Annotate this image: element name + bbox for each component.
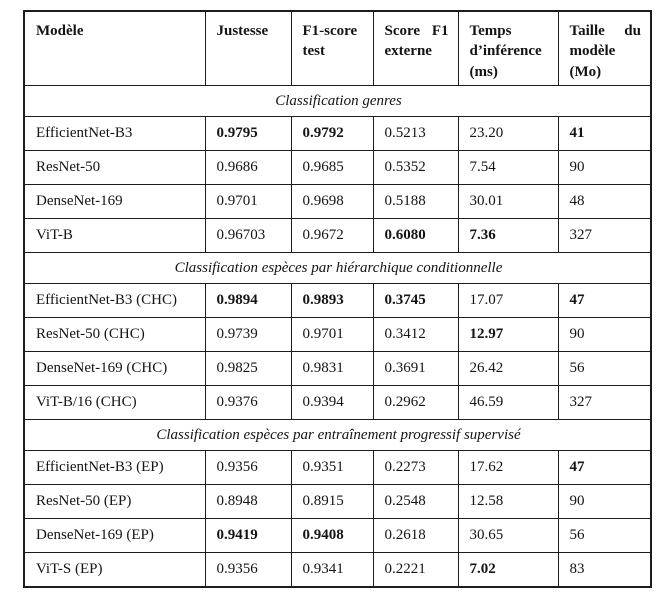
- cell-taille-modele: 83: [558, 553, 651, 588]
- cell-model: DenseNet-169 (EP): [24, 519, 205, 553]
- cell-f1-score-test: 0.9341: [291, 553, 373, 588]
- cell-taille-modele: 56: [558, 519, 651, 553]
- table-row: [24, 553, 651, 588]
- cell-temps-inference: 26.42: [458, 352, 558, 386]
- cell-justesse: 0.9825: [205, 352, 291, 386]
- cell-temps-inference: 30.65: [458, 519, 558, 553]
- header-modele: Modèle: [24, 11, 205, 86]
- cell-model: DenseNet-169: [24, 185, 205, 219]
- cell-temps-inference: 30.01: [458, 185, 558, 219]
- cell-score-f1-externe: 0.2962: [373, 386, 458, 420]
- cell-score-f1-externe: 0.5213: [373, 117, 458, 151]
- cell-justesse: 0.9686: [205, 151, 291, 185]
- table-row: [24, 352, 651, 386]
- cell-temps-inference: 7.54: [458, 151, 558, 185]
- cell-justesse: 0.9701: [205, 185, 291, 219]
- cell-f1-score-test: 0.9701: [291, 318, 373, 352]
- table-row: [24, 185, 651, 219]
- cell-f1-score-test: 0.8915: [291, 485, 373, 519]
- cell-justesse: 0.9739: [205, 318, 291, 352]
- cell-model: EfficientNet-B3: [24, 117, 205, 151]
- cell-taille-modele: 56: [558, 352, 651, 386]
- cell-taille-modele: 47: [558, 284, 651, 318]
- cell-justesse: 0.9894: [205, 284, 291, 318]
- cell-temps-inference: 17.62: [458, 451, 558, 485]
- cell-score-f1-externe: 0.2618: [373, 519, 458, 553]
- cell-f1-score-test: 0.9685: [291, 151, 373, 185]
- section-title-row: [24, 86, 651, 117]
- cell-model: ViT-B: [24, 219, 205, 253]
- table-row: [24, 151, 651, 185]
- cell-f1-score-test: 0.9893: [291, 284, 373, 318]
- cell-model: ResNet-50: [24, 151, 205, 185]
- cell-score-f1-externe: 0.2273: [373, 451, 458, 485]
- cell-taille-modele: 90: [558, 318, 651, 352]
- cell-temps-inference: 17.07: [458, 284, 558, 318]
- header-row: [24, 11, 651, 86]
- header-score-f1-externe: Score F1 externe: [373, 11, 458, 86]
- cell-justesse: 0.9356: [205, 553, 291, 588]
- table-row: [24, 284, 651, 318]
- table-row: [24, 451, 651, 485]
- cell-taille-modele: 41: [558, 117, 651, 151]
- cell-model: EfficientNet-B3 (EP): [24, 451, 205, 485]
- section-title-row: [24, 420, 651, 451]
- cell-taille-modele: 90: [558, 151, 651, 185]
- cell-justesse: 0.96703: [205, 219, 291, 253]
- table-row: [24, 117, 651, 151]
- cell-justesse: 0.9795: [205, 117, 291, 151]
- cell-temps-inference: 7.02: [458, 553, 558, 588]
- cell-justesse: 0.8948: [205, 485, 291, 519]
- cell-score-f1-externe: 0.3412: [373, 318, 458, 352]
- header-f1-score-test: F1-score test: [291, 11, 373, 86]
- cell-model: ResNet-50 (CHC): [24, 318, 205, 352]
- cell-temps-inference: 12.97: [458, 318, 558, 352]
- cell-score-f1-externe: 0.2548: [373, 485, 458, 519]
- cell-model: DenseNet-169 (CHC): [24, 352, 205, 386]
- cell-f1-score-test: 0.9351: [291, 451, 373, 485]
- cell-justesse: 0.9419: [205, 519, 291, 553]
- cell-taille-modele: 327: [558, 219, 651, 253]
- cell-justesse: 0.9356: [205, 451, 291, 485]
- cell-temps-inference: 46.59: [458, 386, 558, 420]
- cell-model: ResNet-50 (EP): [24, 485, 205, 519]
- results-table: [23, 10, 652, 588]
- cell-score-f1-externe: 0.3691: [373, 352, 458, 386]
- table-row: [24, 519, 651, 553]
- cell-temps-inference: 7.36: [458, 219, 558, 253]
- cell-f1-score-test: 0.9831: [291, 352, 373, 386]
- table-row: [24, 485, 651, 519]
- section-title-row: [24, 253, 651, 284]
- cell-temps-inference: 12.58: [458, 485, 558, 519]
- cell-model: ViT-S (EP): [24, 553, 205, 588]
- cell-f1-score-test: 0.9672: [291, 219, 373, 253]
- section-title: Classification espèces par hiérarchique conditionnelle: [24, 253, 651, 284]
- cell-taille-modele: 47: [558, 451, 651, 485]
- cell-score-f1-externe: 0.6080: [373, 219, 458, 253]
- cell-taille-modele: 90: [558, 485, 651, 519]
- cell-taille-modele: 327: [558, 386, 651, 420]
- table-row: [24, 219, 651, 253]
- section-title: Classification genres: [24, 86, 651, 117]
- cell-model: EfficientNet-B3 (CHC): [24, 284, 205, 318]
- section-title: Classification espèces par entraînement progressif supervisé: [24, 420, 651, 451]
- cell-f1-score-test: 0.9408: [291, 519, 373, 553]
- table-body: [24, 86, 651, 588]
- cell-temps-inference: 23.20: [458, 117, 558, 151]
- cell-f1-score-test: 0.9698: [291, 185, 373, 219]
- cell-score-f1-externe: 0.5188: [373, 185, 458, 219]
- table-row: [24, 386, 651, 420]
- cell-score-f1-externe: 0.5352: [373, 151, 458, 185]
- header-temps-inference: Temps d’inférence (ms): [458, 11, 558, 86]
- cell-justesse: 0.9376: [205, 386, 291, 420]
- cell-model: ViT-B/16 (CHC): [24, 386, 205, 420]
- cell-f1-score-test: 0.9394: [291, 386, 373, 420]
- cell-f1-score-test: 0.9792: [291, 117, 373, 151]
- cell-score-f1-externe: 0.2221: [373, 553, 458, 588]
- table-row: [24, 318, 651, 352]
- header-justesse: Justesse: [205, 11, 291, 86]
- header-taille-modele: Taille du modèle (Mo): [558, 11, 651, 86]
- cell-score-f1-externe: 0.3745: [373, 284, 458, 318]
- cell-taille-modele: 48: [558, 185, 651, 219]
